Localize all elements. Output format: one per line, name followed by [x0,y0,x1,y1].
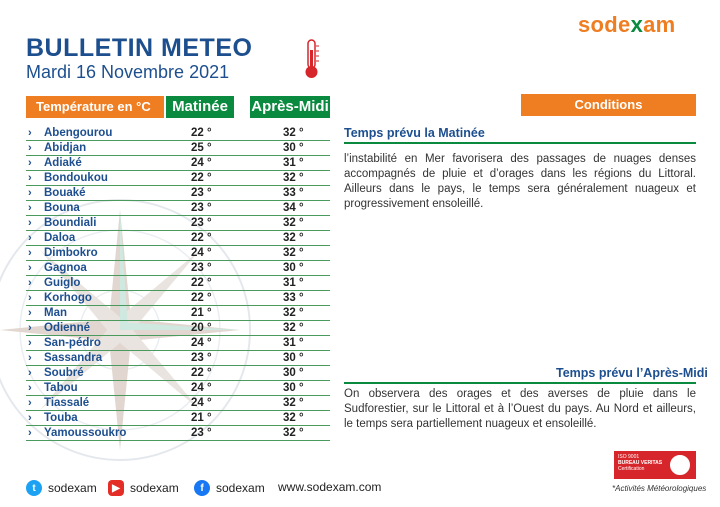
table-row [26,171,330,186]
city-name: Touba [44,412,78,424]
facebook-icon: f [194,480,210,496]
table-row [26,426,330,441]
temp-matinee: 23 ° [191,352,212,364]
bulletin-title: BULLETIN METEO [26,34,253,62]
temp-apres-midi: 30 ° [283,262,304,274]
temp-matinee: 25 ° [191,142,212,154]
table-row [26,321,330,336]
bureau-veritas-badge: ISO 9001 BUREAU VERITAS Certification [614,451,696,479]
temp-apres-midi: 32 ° [283,127,304,139]
city-name: Dimbokro [44,247,98,259]
table-row [26,381,330,396]
temp-matinee: 24 ° [191,397,212,409]
chevron-right-icon: › [28,397,32,409]
city-name: Man [44,307,67,319]
table-row [26,276,330,291]
conditions-header: Conditions Météorologiques [521,94,696,116]
temp-matinee: 23 ° [191,202,212,214]
table-row [26,306,330,321]
temp-matinee: 24 ° [191,337,212,349]
temp-matinee: 24 ° [191,157,212,169]
table-row [26,366,330,381]
temp-apres-midi: 32 ° [283,427,304,439]
temp-matinee: 22 ° [191,367,212,379]
sodexam-logo: sodexam [578,12,676,37]
website-link[interactable]: www.sodexam.com [278,480,382,494]
footer-twitter[interactable] [26,480,97,496]
temp-matinee: 23 ° [191,262,212,274]
temp-apres-midi: 32 ° [283,217,304,229]
temp-apres-midi: 31 ° [283,277,304,289]
temp-apres-midi: 30 ° [283,142,304,154]
temp-apres-midi: 32 ° [283,307,304,319]
bulletin-date: Mardi 16 Novembre 2021 [26,62,230,82]
temp-matinee: 22 ° [191,277,212,289]
temp-matinee: 21 ° [191,412,212,424]
chevron-right-icon: › [28,337,32,349]
temp-apres-midi: 34 ° [283,202,304,214]
facebook-handle: sodexam [216,481,265,495]
temp-apres-midi: 32 ° [283,397,304,409]
table-row [26,291,330,306]
chevron-right-icon: › [28,382,32,394]
thermometer-icon [300,38,322,80]
certification-caption: *Activités Météorologiques [612,484,707,493]
chevron-right-icon: › [28,157,32,169]
morning-divider [344,142,696,144]
city-name: Yamoussoukro [44,427,127,439]
city-name: Bondoukou [44,172,108,184]
chevron-right-icon: › [28,277,32,289]
temp-matinee: 23 ° [191,217,212,229]
table-row [26,246,330,261]
afternoon-divider [344,382,696,384]
chevron-right-icon: › [28,202,32,214]
temp-apres-midi: 32 ° [283,322,304,334]
twitter-handle: sodexam [48,481,97,495]
city-name: Abengourou [44,127,113,139]
city-name: Adiaké [44,157,82,169]
footer-youtube[interactable] [108,480,179,496]
table-row [26,336,330,351]
temp-apres-midi: 31 ° [283,157,304,169]
table-row [26,216,330,231]
chevron-right-icon: › [28,232,32,244]
morning-forecast-title: Temps prévu la Matinée [344,126,485,140]
temp-matinee: 24 ° [191,247,212,259]
city-name: Tiassalé [44,397,90,409]
city-name: Tabou [44,382,78,394]
city-name: Guiglo [44,277,81,289]
temp-apres-midi: 31 ° [283,337,304,349]
table-row [26,411,330,426]
table-row [26,201,330,216]
table-row [26,351,330,366]
chevron-right-icon: › [28,412,32,424]
temp-matinee: 20 ° [191,322,212,334]
temp-apres-midi: 30 ° [283,352,304,364]
temp-apres-midi: 32 ° [283,412,304,424]
youtube-icon: ▶ [108,480,124,496]
chevron-right-icon: › [28,427,32,439]
table-row [26,126,330,141]
city-name: Boundiali [44,217,97,229]
temp-matinee: 22 ° [191,127,212,139]
city-name: Korhogo [44,292,92,304]
city-name: Daloa [44,232,76,244]
city-name: Abidjan [44,142,87,154]
city-name: Soubré [44,367,84,379]
temp-apres-midi: 32 ° [283,172,304,184]
chevron-right-icon: › [28,172,32,184]
temp-matinee: 24 ° [191,382,212,394]
temp-apres-midi: 30 ° [283,382,304,394]
table-row [26,231,330,246]
chevron-right-icon: › [28,352,32,364]
temp-matinee: 23 ° [191,187,212,199]
header-apres-midi: Après-Midi [250,96,330,118]
city-name: Sassandra [44,352,103,364]
temp-matinee: 22 ° [191,292,212,304]
city-name: Bouna [44,202,80,214]
table-row [26,156,330,171]
chevron-right-icon: › [28,247,32,259]
youtube-handle: sodexam [130,481,179,495]
chevron-right-icon: › [28,127,32,139]
temperature-table [26,126,330,441]
chevron-right-icon: › [28,262,32,274]
morning-forecast-text: l’instabilité en Mer favorisera des passages de nuages denses accompagnés de pluie et d’orages dans les régions du Littoral. Ailleurs dans le pays, le temps sera généralement nuageux et progressivement ensoleillé. [344,153,696,210]
chevron-right-icon: › [28,217,32,229]
temp-matinee: 22 ° [191,172,212,184]
temp-matinee: 21 ° [191,307,212,319]
table-row [26,141,330,156]
chevron-right-icon: › [28,142,32,154]
table-row [26,261,330,276]
temp-matinee: 23 ° [191,427,212,439]
table-row [26,186,330,201]
temp-apres-midi: 33 ° [283,187,304,199]
city-name: Gagnoa [44,262,87,274]
chevron-right-icon: › [28,187,32,199]
afternoon-forecast-title: Temps prévu l’Après-Midi [556,366,708,380]
chevron-right-icon: › [28,367,32,379]
table-row [26,396,330,411]
chevron-right-icon: › [28,307,32,319]
temp-apres-midi: 32 ° [283,247,304,259]
city-name: Odienné [44,322,91,334]
city-name: Bouaké [44,187,86,199]
bureau-veritas-seal [668,453,692,477]
twitter-icon: t [26,480,42,496]
temp-apres-midi: 33 ° [283,292,304,304]
chevron-right-icon: › [28,322,32,334]
header-temperature: Température en °C [26,96,164,118]
city-name: San-pédro [44,337,101,349]
temp-apres-midi: 30 ° [283,367,304,379]
temp-apres-midi: 32 ° [283,232,304,244]
afternoon-forecast-text: On observera des orages et des averses de pluie dans le Sudforestier, sur le Littoral et à l’Ouest du pays. Au Nord et ailleurs, le temps sera partiellement nuageux et ensoleillé. [344,388,696,430]
header-matinee: Matinée [166,96,234,118]
chevron-right-icon: › [28,292,32,304]
footer-facebook[interactable] [194,480,265,496]
temp-matinee: 22 ° [191,232,212,244]
